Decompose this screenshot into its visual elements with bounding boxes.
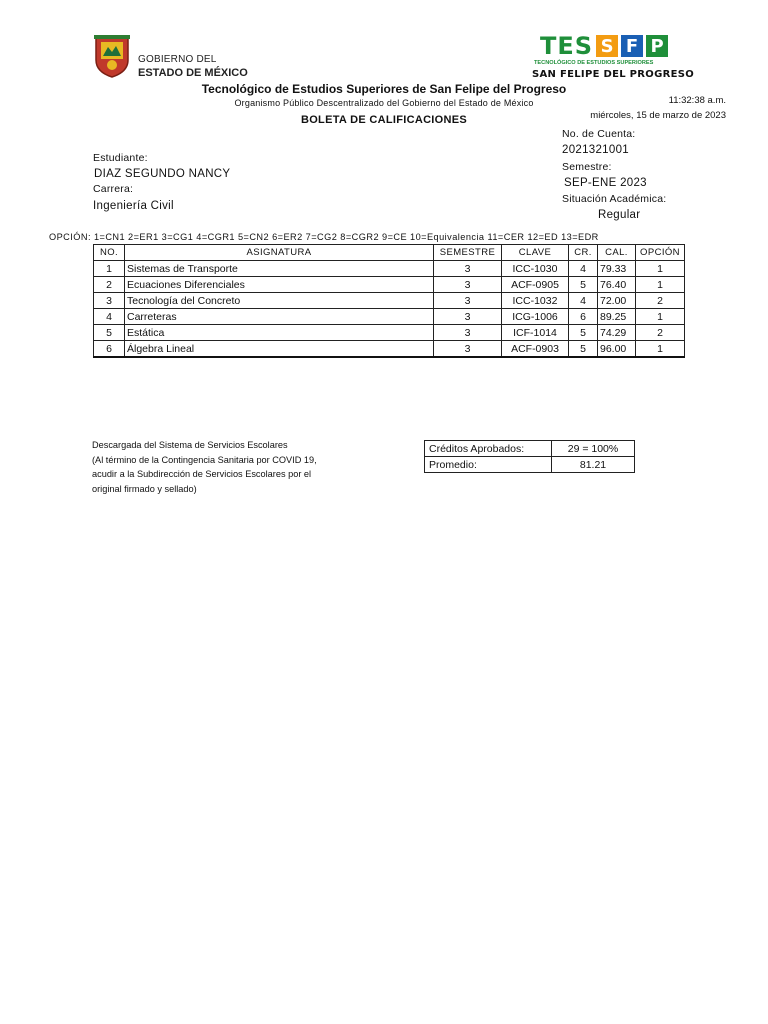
cell-semestre: 3	[434, 341, 502, 358]
table-row	[94, 293, 685, 309]
student-name: DIAZ SEGUNDO NANCY	[94, 168, 231, 180]
cell-cal: 79.33	[598, 261, 636, 277]
tes-logo-letter-s: S	[596, 35, 618, 57]
header-cal: CAL.	[598, 245, 636, 261]
tes-logo-letter-f: F	[621, 35, 643, 57]
cell-no: 5	[94, 325, 125, 341]
cell-semestre: 3	[434, 309, 502, 325]
cell-no: 1	[94, 261, 125, 277]
header-no: NO.	[94, 245, 125, 261]
cell-asignatura: Estática	[125, 325, 434, 341]
cell-opcion: 2	[636, 293, 685, 309]
grades-header-row	[94, 245, 685, 261]
institution-name: Tecnológico de Estudios Superiores de San Felipe del Progreso	[201, 82, 567, 96]
footnote-line: (Al término de la Contingencia Sanitaria por COVID 19,	[92, 454, 317, 465]
cell-opcion: 1	[636, 277, 685, 293]
table-row	[94, 277, 685, 293]
header-opcion: OPCIÓN	[636, 245, 685, 261]
grades-table	[93, 244, 685, 358]
student-label: Estudiante:	[93, 152, 148, 164]
gob-logo-line2: ESTADO DE MÉXICO	[138, 67, 248, 79]
gobierno-estado-mexico-logo	[92, 34, 254, 82]
cell-semestre: 3	[434, 293, 502, 309]
cell-no: 3	[94, 293, 125, 309]
academic-status-value: Regular	[598, 209, 641, 221]
download-footnote	[92, 438, 362, 496]
header-semestre: SEMESTRE	[434, 245, 502, 261]
account-label: No. de Cuenta:	[562, 128, 636, 140]
cell-cal: 72.00	[598, 293, 636, 309]
cell-opcion: 1	[636, 309, 685, 325]
cell-asignatura: Álgebra Lineal	[125, 341, 434, 358]
cell-no: 4	[94, 309, 125, 325]
cell-clave: ICG-1006	[502, 309, 569, 325]
credits-row	[425, 441, 635, 457]
document-title: BOLETA DE CALIFICACIONES	[300, 114, 468, 126]
header-cr: CR.	[569, 245, 598, 261]
cell-no: 2	[94, 277, 125, 293]
credits-value: 29 = 100%	[552, 441, 635, 457]
academic-status-label: Situación Académica:	[562, 193, 667, 205]
tes-logo-word: TES	[540, 32, 594, 60]
cell-opcion: 1	[636, 261, 685, 277]
average-row	[425, 457, 635, 473]
print-date: miércoles, 15 de marzo de 2023	[590, 110, 726, 121]
tes-logo-subtitle: TECNOLÓGICO DE ESTUDIOS SUPERIORES	[534, 60, 654, 66]
cell-opcion: 1	[636, 341, 685, 358]
cell-asignatura: Carreteras	[125, 309, 434, 325]
header-clave: CLAVE	[502, 245, 569, 261]
table-row	[94, 341, 685, 358]
table-row	[94, 309, 685, 325]
tes-logo-location: SAN FELIPE DEL PROGRESO	[532, 69, 695, 80]
cell-clave: ACF-0905	[502, 277, 569, 293]
cell-cal: 74.29	[598, 325, 636, 341]
career-value: Ingeniería Civil	[93, 200, 174, 212]
cell-cr: 4	[569, 293, 598, 309]
cell-cal: 96.00	[598, 341, 636, 358]
header-asignatura: ASIGNATURA	[125, 245, 434, 261]
cell-clave: ICF-1014	[502, 325, 569, 341]
semester-label: Semestre:	[562, 161, 612, 173]
footnote-line: acudir a la Subdirección de Servicios Escolares por el	[92, 469, 312, 479]
career-label: Carrera:	[93, 183, 134, 195]
opcion-legend: OPCIÓN: 1=CN1 2=ER1 3=CG1 4=CGR1 5=CN2 6=ER2 7=CG2 8=CGR2 9=CE 10=Equivalencia 11=CER 12=ED 13=EDR	[49, 232, 599, 242]
account-number: 2021321001	[562, 144, 629, 156]
semester-value: SEP-ENE 2023	[564, 177, 647, 189]
cell-asignatura: Ecuaciones Diferenciales	[125, 277, 434, 293]
cell-asignatura: Tecnología del Concreto	[125, 293, 434, 309]
table-row	[94, 325, 685, 341]
cell-cr: 4	[569, 261, 598, 277]
organism-description: Organismo Público Descentralizado del Gobierno del Estado de México	[234, 98, 534, 108]
state-seal-icon	[92, 34, 132, 78]
cell-semestre: 3	[434, 325, 502, 341]
summary-table	[424, 440, 635, 473]
cell-cr: 5	[569, 341, 598, 358]
cell-cal: 89.25	[598, 309, 636, 325]
cell-cal: 76.40	[598, 277, 636, 293]
table-row	[94, 261, 685, 277]
tessfp-logo	[534, 34, 694, 82]
cell-cr: 6	[569, 309, 598, 325]
cell-semestre: 3	[434, 277, 502, 293]
footnote-line: Descargada del Sistema de Servicios Escolares	[92, 440, 288, 450]
tes-logo-letter-p: P	[646, 35, 668, 57]
cell-cr: 5	[569, 277, 598, 293]
average-value: 81.21	[552, 457, 635, 473]
average-label: Promedio:	[425, 457, 552, 473]
print-time: 11:32:38 a.m.	[668, 95, 726, 106]
footnote-line: original firmado y sellado)	[92, 483, 197, 494]
cell-cr: 5	[569, 325, 598, 341]
gob-logo-line1: GOBIERNO DEL	[138, 54, 217, 65]
cell-clave: ACF-0903	[502, 341, 569, 358]
credits-label: Créditos Aprobados:	[425, 441, 552, 457]
cell-no: 6	[94, 341, 125, 358]
cell-semestre: 3	[434, 261, 502, 277]
cell-clave: ICC-1030	[502, 261, 569, 277]
cell-clave: ICC-1032	[502, 293, 569, 309]
cell-opcion: 2	[636, 325, 685, 341]
cell-asignatura: Sistemas de Transporte	[125, 261, 434, 277]
